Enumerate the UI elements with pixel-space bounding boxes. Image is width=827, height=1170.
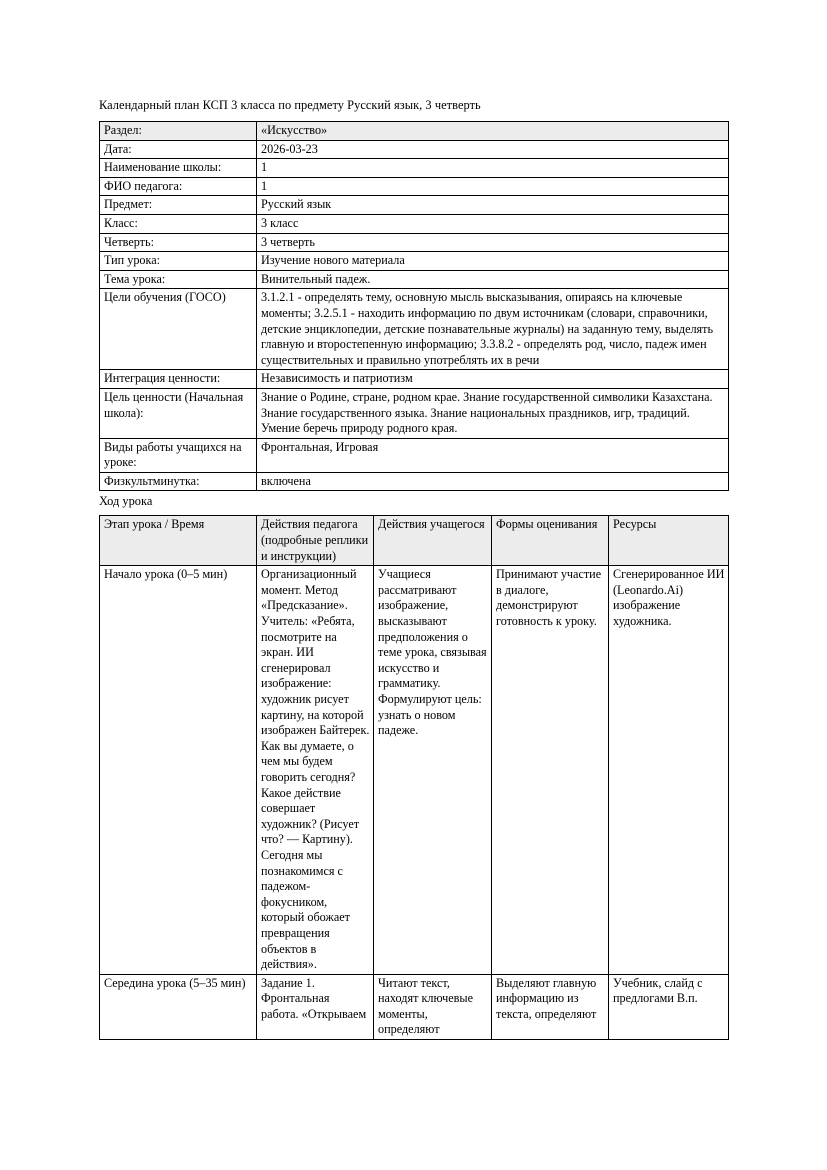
table-row [100, 370, 729, 389]
info-label: ФИО педагога: [100, 177, 257, 196]
info-label: Предмет: [100, 196, 257, 215]
table-row [100, 289, 729, 370]
column-header-teacher-actions: Действия педагога (подробные реплики и инструкции) [257, 516, 374, 566]
info-value: 1 [257, 177, 729, 196]
column-header-student-actions: Действия учащегося [374, 516, 492, 566]
info-label: Четверть: [100, 233, 257, 252]
column-header-stage: Этап урока / Время [100, 516, 257, 566]
info-value: 1 [257, 159, 729, 178]
info-label: Раздел: [100, 122, 257, 141]
info-label: Физкультминутка: [100, 472, 257, 491]
info-value: Изучение нового материала [257, 252, 729, 271]
cell-student-actions: Учащиеся рассматривают изображение, высказывают предположения о теме урока, связывая искусство и грамматику. Формулируют цель: узнать о новом падеже. [374, 566, 492, 974]
page-title: Календарный план КСП 3 класса по предмету Русский язык, 3 четверть [99, 98, 481, 112]
table-row [100, 388, 729, 438]
table-row [100, 233, 729, 252]
table-row [100, 140, 729, 159]
table-row [100, 566, 729, 974]
table-row [100, 196, 729, 215]
table-row [100, 177, 729, 196]
table-row [100, 252, 729, 271]
cell-resources: Сгенерированное ИИ (Leonardo.Ai) изображение художника. [609, 566, 729, 974]
section-heading-lesson-flow: Ход урока [99, 494, 153, 509]
cell-teacher-actions: Задание 1. Фронтальная работа. «Открываем [257, 974, 374, 1039]
info-value: 3 четверть [257, 233, 729, 252]
info-label: Тип урока: [100, 252, 257, 271]
column-header-resources: Ресурсы [609, 516, 729, 566]
info-value: включена [257, 472, 729, 491]
cell-student-actions: Читают текст, находят ключевые моменты, определяют [374, 974, 492, 1039]
info-label: Интеграция ценности: [100, 370, 257, 389]
table-row [100, 438, 729, 472]
cell-stage: Начало урока (0–5 мин) [100, 566, 257, 974]
info-value: Фронтальная, Игровая [257, 438, 729, 472]
info-value: Независимость и патриотизм [257, 370, 729, 389]
lesson-flow-table [99, 515, 729, 1040]
info-value: Знание о Родине, стране, родном крае. Знание государственной символики Казахстана. Знание государственного языка. Знание национальных праздников, игр, традиций. Умение беречь природу родного края. [257, 388, 729, 438]
info-value: Винительный падеж. [257, 270, 729, 289]
table-row [100, 122, 729, 141]
lesson-info-table [99, 121, 729, 491]
lesson-info-table-body [100, 122, 729, 491]
info-label: Цель ценности (Начальная школа): [100, 388, 257, 438]
table-row [100, 214, 729, 233]
cell-resources: Учебник, слайд с предлогами В.п. [609, 974, 729, 1039]
table-row [100, 270, 729, 289]
cell-teacher-actions: Организационный момент. Метод «Предсказание». Учитель: «Ребята, посмотрите на экран. ИИ сгенерировал изображение: художник рисует картину, на которой изображен Байтерек. Как вы думаете, о чем мы будем говорить сегодня? Какое действие совершает художник? (Рисует что? — Картину). Сегодня мы познакомимся с падежом-фокусником, который обожает превращения объектов в действия». [257, 566, 374, 974]
lesson-flow-table-body [100, 566, 729, 1040]
table-row [100, 472, 729, 491]
info-label: Цели обучения (ГОСО) [100, 289, 257, 370]
info-value: 3.1.2.1 - определять тему, основную мысль высказывания, опираясь на ключевые моменты; 3.2.5.1 - находить информацию по двум источникам (словари, справочники, детские энциклопедии, детские познавательные журналы) на заданную тему, выделять главную и второстепенную информацию; 3.3.8.2 - определять род, число, падеж имен существительных и правильно употреблять их в речи [257, 289, 729, 370]
info-label: Наименование школы: [100, 159, 257, 178]
cell-stage: Середина урока (5–35 мин) [100, 974, 257, 1039]
cell-assessment: Выделяют главную информацию из текста, определяют [492, 974, 609, 1039]
info-label: Тема урока: [100, 270, 257, 289]
lesson-flow-table-head [100, 516, 729, 566]
table-row [100, 159, 729, 178]
info-label: Класс: [100, 214, 257, 233]
info-value: 3 класс [257, 214, 729, 233]
table-header-row [100, 516, 729, 566]
info-value: 2026-03-23 [257, 140, 729, 159]
info-value: Русский язык [257, 196, 729, 215]
cell-assessment: Принимают участие в диалоге, демонстрируют готовность к уроку. [492, 566, 609, 974]
info-value: «Искусство» [257, 122, 729, 141]
info-label: Виды работы учащихся на уроке: [100, 438, 257, 472]
info-label: Дата: [100, 140, 257, 159]
column-header-assessment: Формы оценивания [492, 516, 609, 566]
table-row [100, 974, 729, 1039]
